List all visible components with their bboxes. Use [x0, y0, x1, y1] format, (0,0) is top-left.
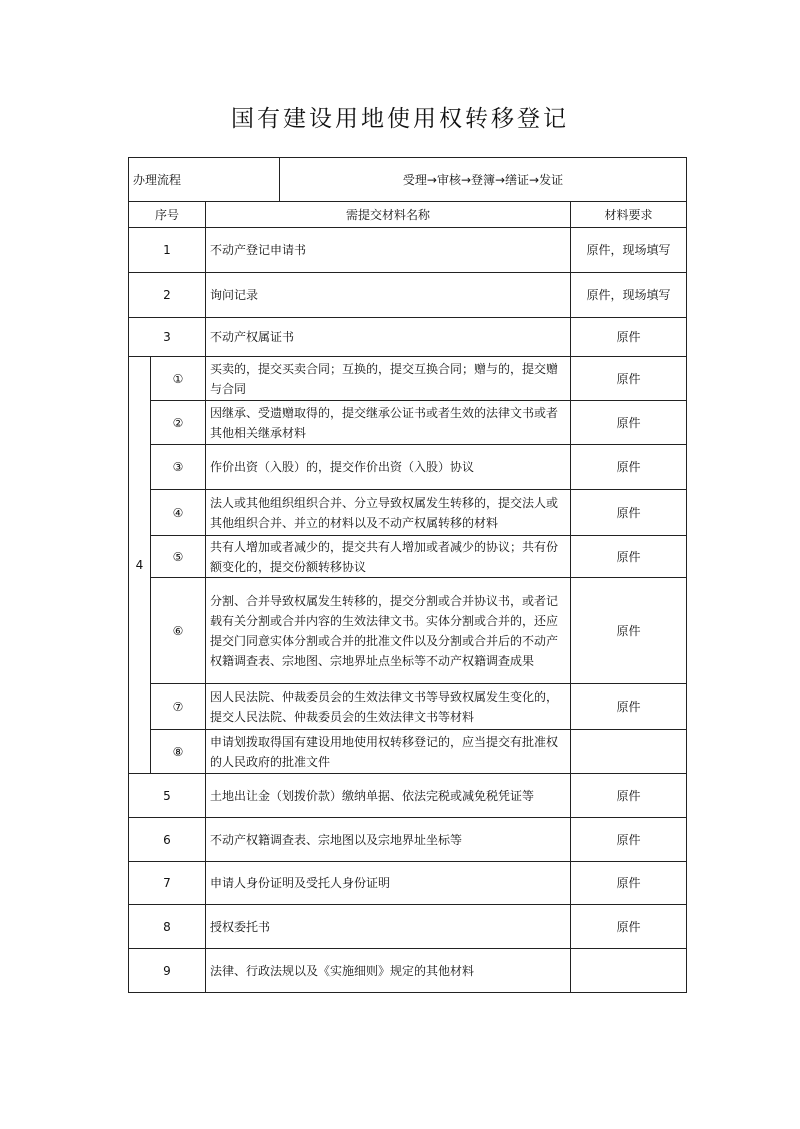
sub-item-number: ④ — [151, 490, 206, 536]
row-requirement: 原件 — [571, 318, 687, 357]
row-material-name: 授权委托书 — [206, 905, 571, 949]
row-number: 5 — [129, 774, 206, 818]
sub-item-number: ③ — [151, 445, 206, 490]
row-number: 3 — [129, 318, 206, 357]
row-requirement: 原件 — [571, 490, 687, 536]
row-number: 7 — [129, 862, 206, 905]
table-row — [129, 578, 687, 684]
row-requirement: 原件 — [571, 357, 687, 401]
row-number: 8 — [129, 905, 206, 949]
row-material-name: 不动产登记申请书 — [206, 228, 571, 273]
row-requirement: 原件 — [571, 401, 687, 445]
row-material-name: 买卖的，提交买卖合同；互换的，提交互换合同；赠与的，提交赠与合同 — [206, 357, 571, 401]
row-material-name: 法人或其他组织组织合并、分立导致权属发生转移的，提交法人或其他组织合并、并立的材料以及不动产权属转移的材料 — [206, 490, 571, 536]
row-requirement: 原件 — [571, 445, 687, 490]
process-label: 办理流程 — [129, 158, 280, 202]
sub-item-number: ② — [151, 401, 206, 445]
sub-item-number: ⑧ — [151, 730, 206, 774]
table-row — [129, 490, 687, 536]
table-row — [129, 905, 687, 949]
row-material-name: 法律、行政法规以及《实施细则》规定的其他材料 — [206, 949, 571, 993]
process-flow: 受理→审核→登簿→缮证→发证 — [280, 158, 687, 202]
table-row — [129, 818, 687, 862]
table-row — [129, 445, 687, 490]
row-requirement: 原件 — [571, 578, 687, 684]
header-name: 需提交材料名称 — [206, 202, 571, 228]
row-material-name: 因人民法院、仲裁委员会的生效法律文书等导致权属发生变化的，提交人民法院、仲裁委员会的生效法律文书等材料 — [206, 684, 571, 730]
process-row — [129, 158, 687, 202]
sub-item-number: ① — [151, 357, 206, 401]
page-title: 国有建设用地使用权转移登记 — [231, 106, 569, 132]
sub-item-number: ⑤ — [151, 536, 206, 578]
table-row — [129, 357, 687, 401]
table-row — [129, 949, 687, 993]
row-material-name: 分割、合并导致权属发生转移的，提交分割或合并协议书，或者记载有关分割或合并内容的生效法律文书。实体分割或合并的，还应提交门同意实体分割或合并的批准文件以及分割或合并后的不动产权籍调查表、宗地图、宗地界址点坐标等不动产权籍调查成果 — [206, 578, 571, 684]
row-requirement — [571, 949, 687, 993]
table-row — [129, 273, 687, 318]
row-material-name: 询问记录 — [206, 273, 571, 318]
row-material-name: 土地出让金（划拨价款）缴纳单据、依法完税或减免税凭证等 — [206, 774, 571, 818]
table-row — [129, 684, 687, 730]
row-number: 1 — [129, 228, 206, 273]
materials-table — [128, 157, 687, 993]
row-material-name: 因继承、受遗赠取得的，提交继承公证书或者生效的法律文书或者其他相关继承材料 — [206, 401, 571, 445]
row-requirement: 原件 — [571, 905, 687, 949]
table-row — [129, 228, 687, 273]
row-number: 4 — [129, 357, 151, 774]
row-number: 9 — [129, 949, 206, 993]
sub-item-number: ⑥ — [151, 578, 206, 684]
row-requirement: 原件 — [571, 536, 687, 578]
row-requirement: 原件 — [571, 684, 687, 730]
table-row — [129, 536, 687, 578]
table-row — [129, 774, 687, 818]
row-material-name: 不动产权属证书 — [206, 318, 571, 357]
row-material-name: 作价出资（入股）的，提交作价出资（入股）协议 — [206, 445, 571, 490]
row-material-name: 共有人增加或者减少的，提交共有人增加或者减少的协议；共有份额变化的，提交份额转移协议 — [206, 536, 571, 578]
sub-item-number: ⑦ — [151, 684, 206, 730]
header-row — [129, 202, 687, 228]
table-row — [129, 862, 687, 905]
row-requirement: 原件 — [571, 774, 687, 818]
row-material-name: 申请人身份证明及受托人身份证明 — [206, 862, 571, 905]
row-requirement: 原件，现场填写 — [571, 228, 687, 273]
row-requirement: 原件 — [571, 818, 687, 862]
header-index: 序号 — [129, 202, 206, 228]
table-row — [129, 730, 687, 774]
row-requirement: 原件 — [571, 862, 687, 905]
row-material-name: 不动产权籍调查表、宗地图以及宗地界址坐标等 — [206, 818, 571, 862]
row-material-name: 申请划拨取得国有建设用地使用权转移登记的，应当提交有批准权的人民政府的批准文件 — [206, 730, 571, 774]
table-row — [129, 318, 687, 357]
table-row — [129, 401, 687, 445]
row-requirement: 原件，现场填写 — [571, 273, 687, 318]
header-requirement: 材料要求 — [571, 202, 687, 228]
row-number: 2 — [129, 273, 206, 318]
row-number: 6 — [129, 818, 206, 862]
row-requirement — [571, 730, 687, 774]
